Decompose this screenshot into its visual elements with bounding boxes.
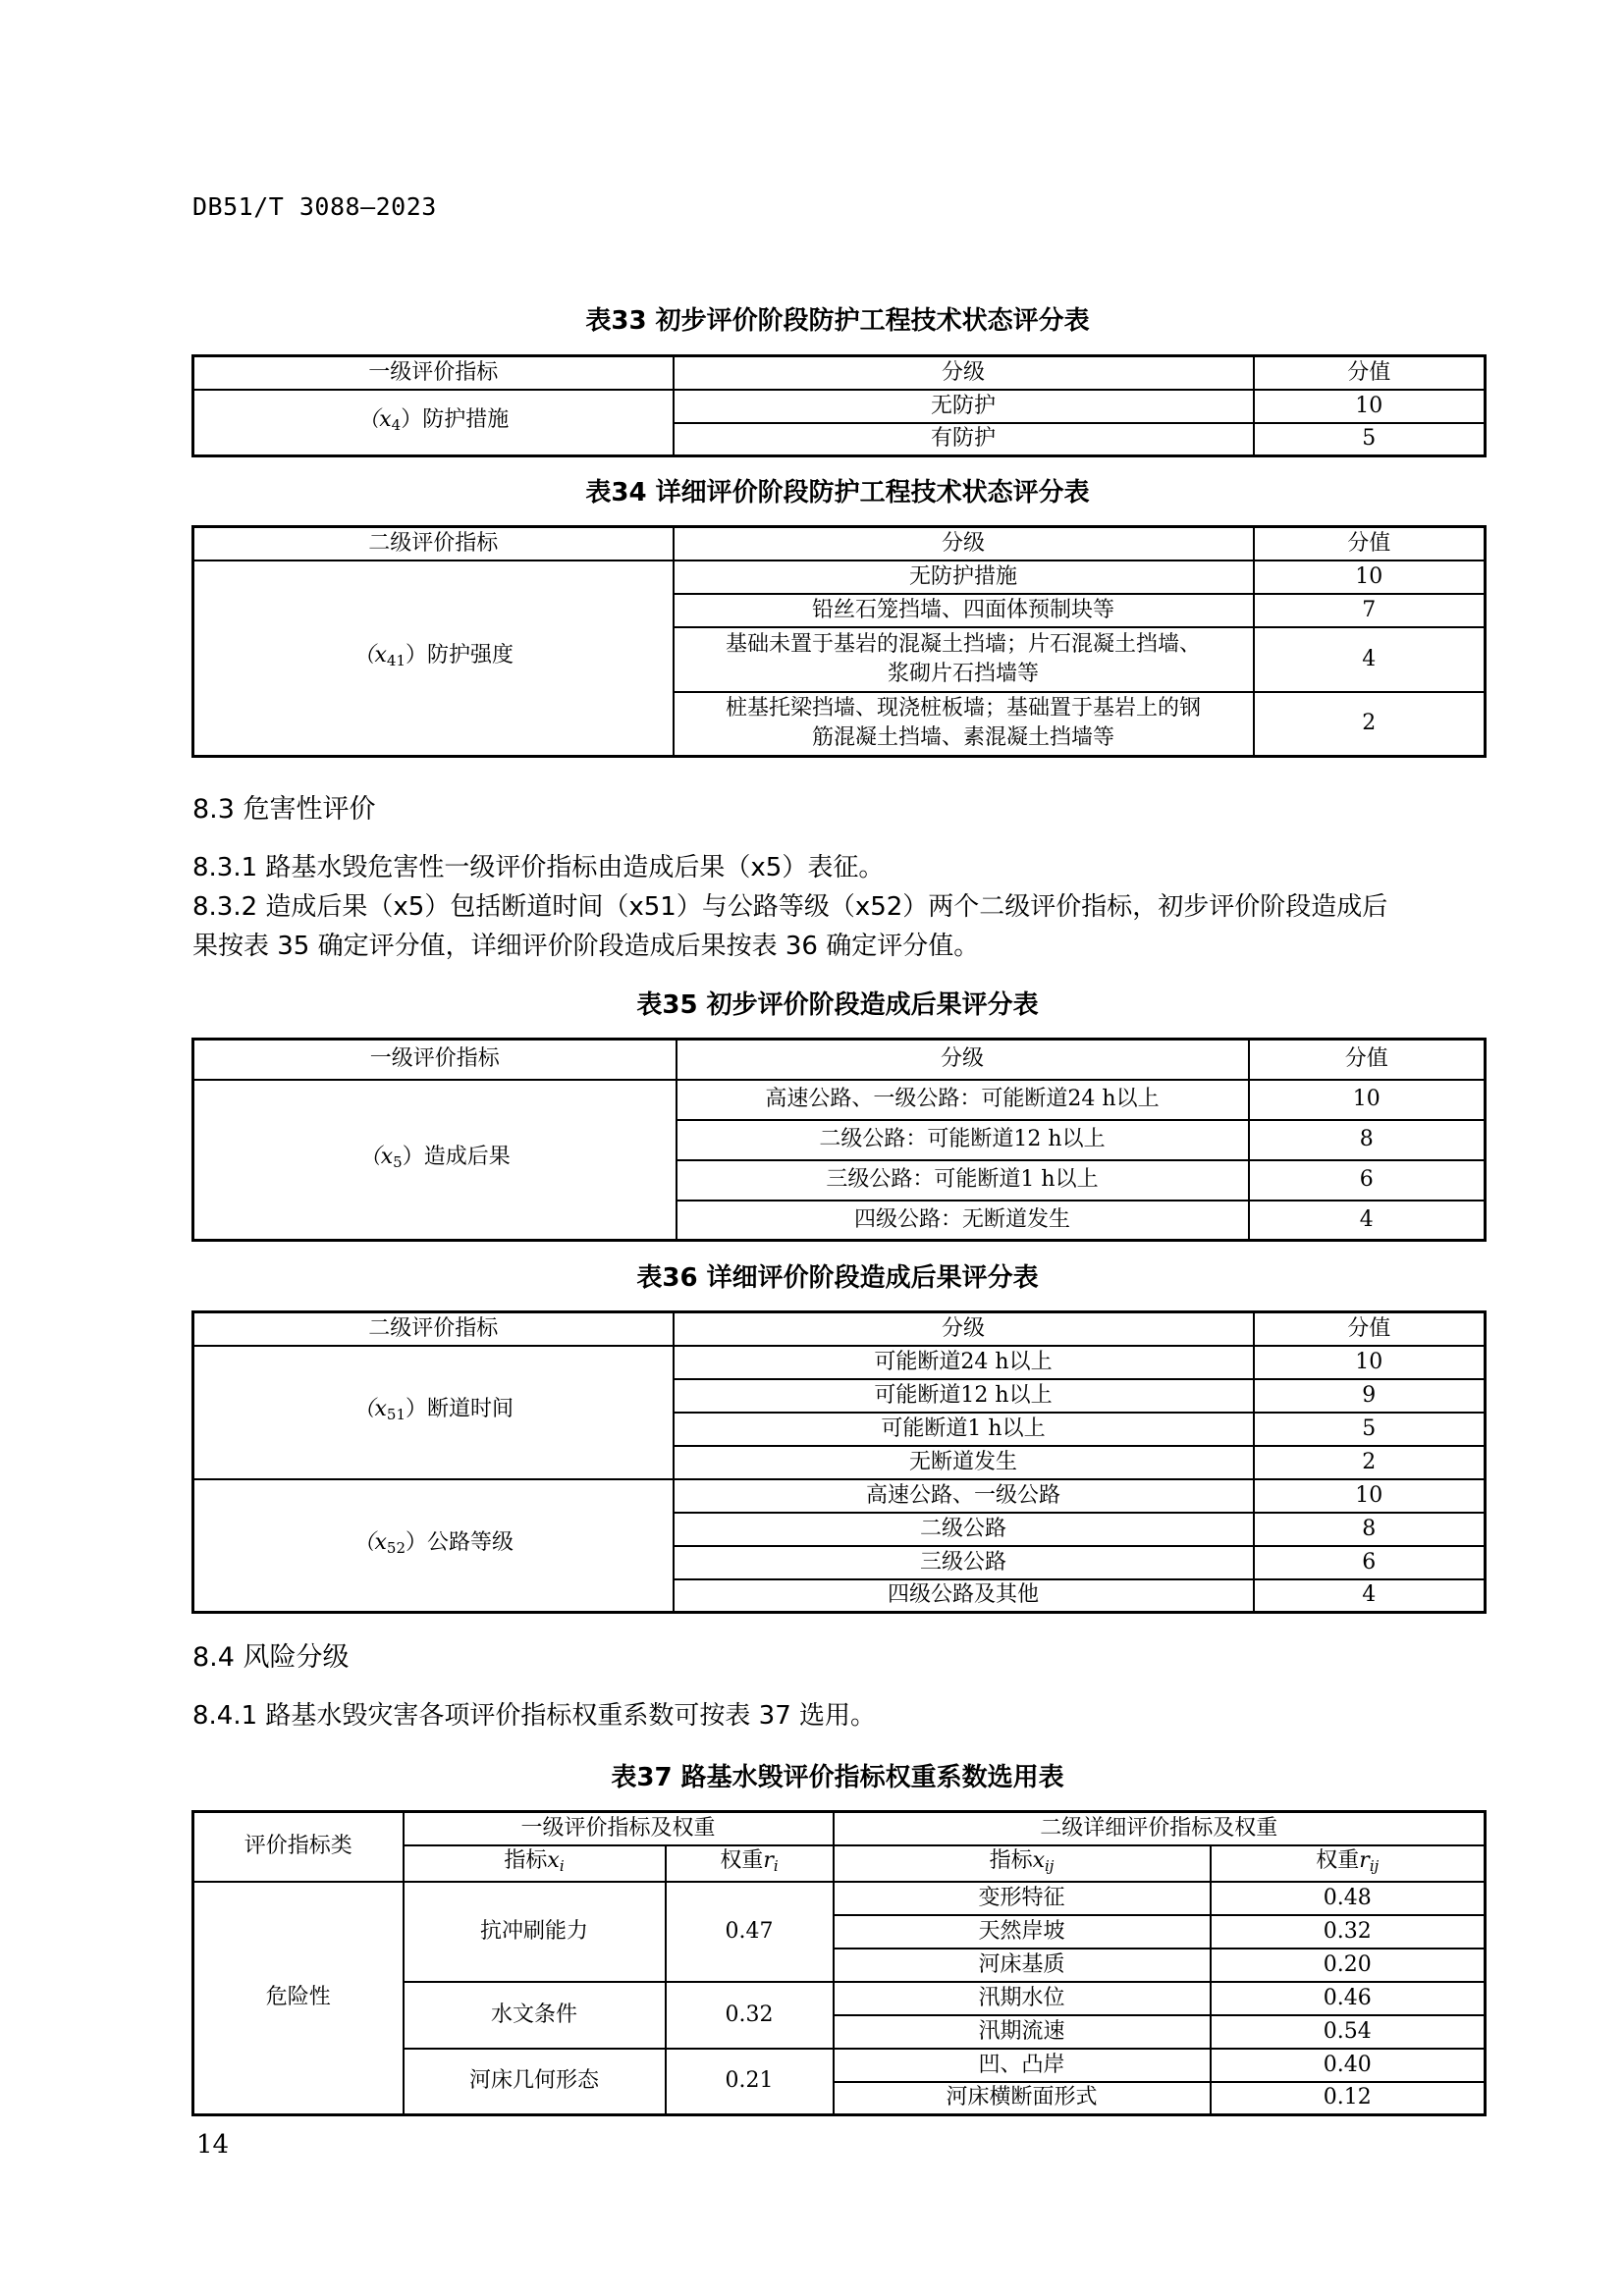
table-cell: 9	[1254, 1379, 1486, 1413]
table-cell: 10	[1254, 561, 1486, 594]
page-number: 14	[196, 2130, 230, 2160]
table-cell: 高速公路、一级公路：可能断道24 h以上	[677, 1080, 1249, 1120]
table35-caption: 表35 初步评价阶段造成后果评分表	[636, 990, 1039, 1020]
table37-level1-weight: 0.47	[666, 1882, 834, 1982]
table-cell: 6	[1254, 1546, 1486, 1579]
table-cell: 可能断道12 h以上	[674, 1379, 1254, 1413]
table-cell: 0.48	[1211, 1882, 1486, 1915]
table-cell: 凹、凸岸	[834, 2049, 1211, 2082]
table36-indicator-x51: $(x_{51})$断道时间	[193, 1346, 674, 1479]
table-cell: 汛期流速	[834, 2015, 1211, 2049]
table-cell: 6	[1249, 1160, 1486, 1201]
table-cell: 10	[1254, 1346, 1486, 1379]
table-cell: 无防护	[674, 390, 1254, 423]
table-cell: 汛期水位	[834, 1982, 1211, 2015]
table35	[191, 1038, 1487, 1242]
table35-header-grade: 分级	[677, 1040, 1249, 1080]
table37-level1-weight: 0.32	[666, 1982, 834, 2049]
table33-header-grade: 分级	[674, 356, 1254, 390]
table34-indicator: $(x_{41})$防护强度	[193, 561, 674, 757]
table-cell: 基础未置于基岩的混凝土挡墙；片石混凝土挡墙、 浆砌片石挡墙等	[674, 627, 1254, 692]
document-id: DB51/T 3088—2023	[192, 192, 437, 221]
table37-level1-weight: 0.21	[666, 2049, 834, 2115]
table-cell: 0.54	[1211, 2015, 1486, 2049]
table37-header-category: 评价指标类	[193, 1812, 404, 1882]
table33-header-indicator: 一级评价指标	[193, 356, 674, 390]
table35-header-score: 分值	[1249, 1040, 1486, 1080]
table-cell: 变形特征	[834, 1882, 1211, 1915]
table-cell: 可能断道24 h以上	[674, 1346, 1254, 1379]
paragraph-8-3-2-line1: 8.3.2 造成后果（x5）包括断道时间（x51）与公路等级（x52）两个二级评价指标，初步评价阶段造成后	[192, 892, 1388, 922]
table-cell: 天然岸坡	[834, 1915, 1211, 1949]
table35-header-indicator: 一级评价指标	[193, 1040, 677, 1080]
table-cell: 桩基托梁挡墙、现浇桩板墙；基础置于基岩上的钢 筋混凝土挡墙、素混凝土挡墙等	[674, 692, 1254, 757]
table36-header-grade: 分级	[674, 1312, 1254, 1346]
table37-level1-name: 水文条件	[404, 1982, 666, 2049]
table37-category: 危险性	[193, 1882, 404, 2115]
table34-header-grade: 分级	[674, 527, 1254, 561]
table-cell: 四级公路及其他	[674, 1579, 1254, 1613]
table-cell: 高速公路、一级公路	[674, 1479, 1254, 1513]
table37-level1-name: 河床几何形态	[404, 2049, 666, 2115]
table-cell: 三级公路：可能断道1 h以上	[677, 1160, 1249, 1201]
table33-caption: 表33 初步评价阶段防护工程技术状态评分表	[585, 306, 1090, 336]
table-cell: 2	[1254, 692, 1486, 757]
table-cell: 4	[1254, 627, 1486, 692]
table34	[191, 525, 1487, 758]
table37-header-level1: 一级评价指标及权重	[404, 1812, 834, 1845]
table36-header-score: 分值	[1254, 1312, 1486, 1346]
table-cell: 0.40	[1211, 2049, 1486, 2082]
table36-caption: 表36 详细评价阶段造成后果评分表	[636, 1263, 1039, 1293]
table-cell: 0.12	[1211, 2082, 1486, 2115]
table-cell: 0.20	[1211, 1949, 1486, 1982]
paragraph-8-3-1: 8.3.1 路基水毁危害性一级评价指标由造成后果（x5）表征。	[192, 853, 885, 882]
table33	[191, 354, 1487, 457]
table-cell: 10	[1254, 1479, 1486, 1513]
table37-header-weight-rij: 权重$r_{ij}$	[1211, 1845, 1486, 1882]
section-8-4-title: 8.4 风险分级	[192, 1642, 350, 1673]
table-cell: 5	[1254, 1413, 1486, 1446]
table33-header-score: 分值	[1254, 356, 1486, 390]
table-cell: 8	[1249, 1120, 1486, 1160]
table36	[191, 1310, 1487, 1614]
section-8-3-title: 8.3 危害性评价	[192, 794, 376, 825]
table-cell: 铅丝石笼挡墙、四面体预制块等	[674, 594, 1254, 627]
table34-header-score: 分值	[1254, 527, 1486, 561]
table-cell: 2	[1254, 1446, 1486, 1479]
table-cell: 二级公路：可能断道12 h以上	[677, 1120, 1249, 1160]
table37-header-indicator-xi: 指标$x_i$	[404, 1845, 666, 1882]
table37-level1-name: 抗冲刷能力	[404, 1882, 666, 1982]
table34-header-indicator: 二级评价指标	[193, 527, 674, 561]
table-cell: 10	[1254, 390, 1486, 423]
table-cell: 0.46	[1211, 1982, 1486, 2015]
table-cell: 有防护	[674, 423, 1254, 456]
table-cell: 无防护措施	[674, 561, 1254, 594]
table37-header-indicator-xij: 指标$x_{ij}$	[834, 1845, 1211, 1882]
table37-header-level2: 二级详细评价指标及权重	[834, 1812, 1486, 1845]
table36-header-indicator: 二级评价指标	[193, 1312, 674, 1346]
table-cell: 三级公路	[674, 1546, 1254, 1579]
paragraph-8-3-2-line2: 果按表 35 确定评分值，详细评价阶段造成后果按表 36 确定评分值。	[192, 932, 980, 961]
table-cell: 10	[1249, 1080, 1486, 1120]
table36-indicator-x52: $(x_{52})$公路等级	[193, 1479, 674, 1613]
table-cell: 5	[1254, 423, 1486, 456]
table37	[191, 1810, 1487, 2116]
table-cell: 0.32	[1211, 1915, 1486, 1949]
table-cell: 8	[1254, 1513, 1486, 1546]
paragraph-8-4-1: 8.4.1 路基水毁灾害各项评价指标权重系数可按表 37 选用。	[192, 1701, 877, 1731]
table33-indicator: $(x_4)$防护措施	[193, 390, 674, 456]
table37-header-weight-ri: 权重$r_i$	[666, 1845, 834, 1882]
table-cell: 4	[1249, 1201, 1486, 1241]
table-cell: 河床横断面形式	[834, 2082, 1211, 2115]
table-cell: 无断道发生	[674, 1446, 1254, 1479]
table35-indicator: $(x_5)$造成后果	[193, 1080, 677, 1241]
table-cell: 河床基质	[834, 1949, 1211, 1982]
table-cell: 7	[1254, 594, 1486, 627]
table37-caption: 表37 路基水毁评价指标权重系数选用表	[611, 1763, 1064, 1792]
table-cell: 4	[1254, 1579, 1486, 1613]
table34-caption: 表34 详细评价阶段防护工程技术状态评分表	[585, 478, 1090, 507]
table-cell: 可能断道1 h以上	[674, 1413, 1254, 1446]
table-cell: 四级公路：无断道发生	[677, 1201, 1249, 1241]
table-cell: 二级公路	[674, 1513, 1254, 1546]
